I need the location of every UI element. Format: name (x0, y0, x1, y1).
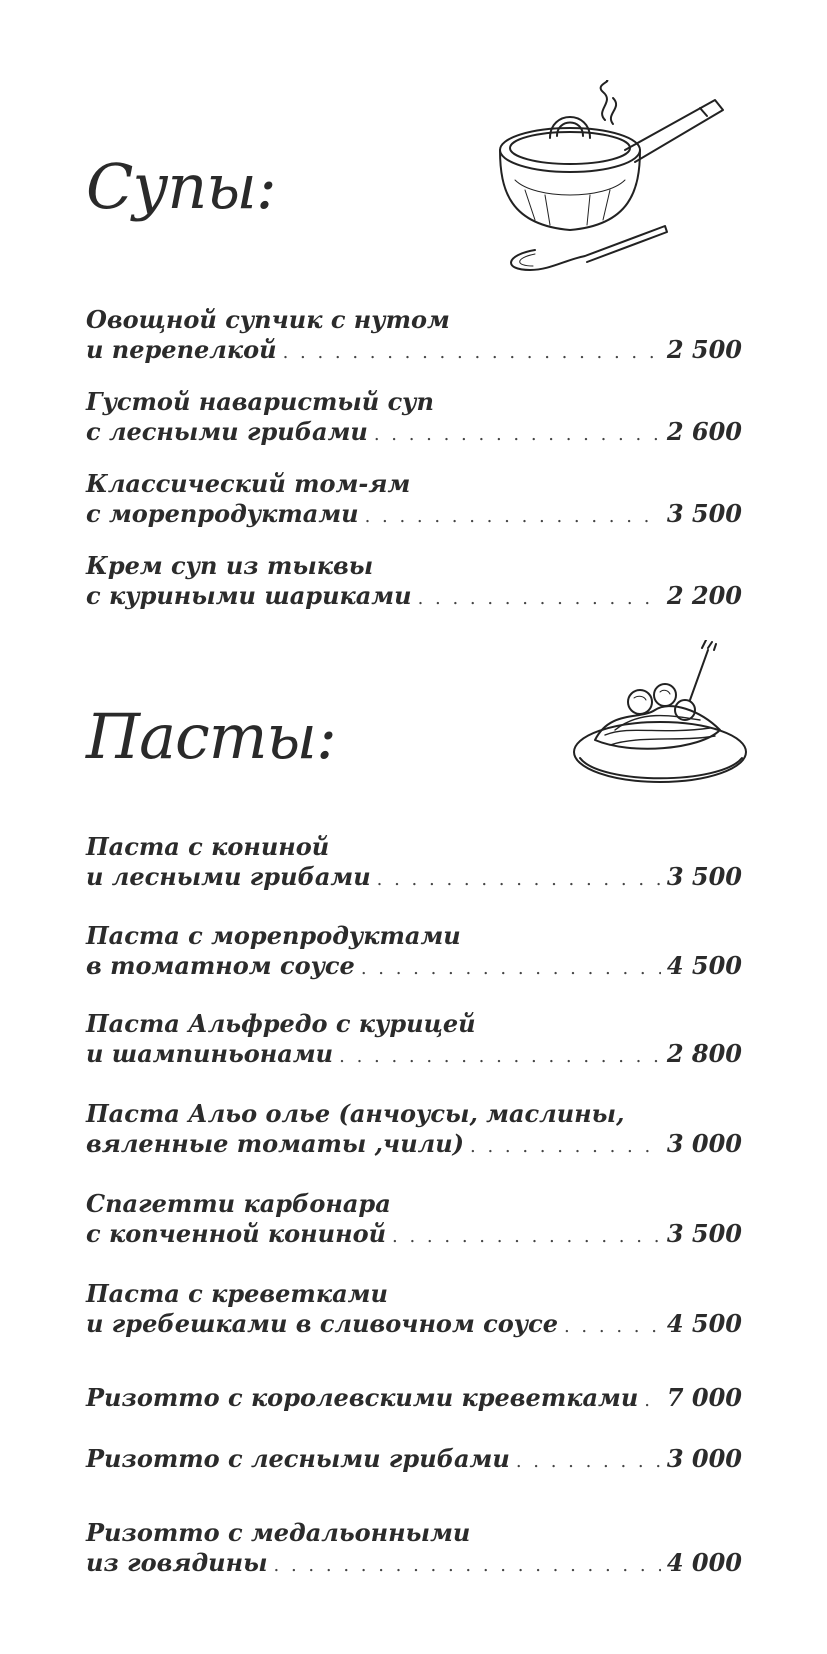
item-price: 2 600 (666, 417, 742, 446)
item-price: 4 500 (666, 1309, 742, 1338)
item-name-line2: и лесными грибами (86, 862, 371, 891)
item-name-line2: с куриными шариками (86, 581, 412, 610)
menu-item (86, 921, 742, 984)
dot-leader (418, 584, 661, 614)
item-name: Ризотто с лесными грибами (86, 1444, 510, 1473)
item-name-line1: Овощной супчик с нутом (86, 305, 450, 334)
item-price: 3 500 (666, 499, 742, 528)
item-name-line2: с лесными грибами (86, 417, 368, 446)
item-name-line1: Паста с кониной (86, 832, 330, 861)
saucepan-with-spoon-icon (495, 80, 735, 280)
item-price: 2 500 (666, 335, 742, 364)
menu-item (86, 387, 742, 450)
item-name-line1: Классический том-ям (86, 469, 411, 498)
item-name-line1: Спагетти карбонара (86, 1189, 391, 1218)
soups-heading: Супы: (86, 150, 276, 223)
item-name-line1: Ризотто с медальонными (86, 1518, 471, 1547)
item-price: 4 000 (666, 1548, 742, 1577)
item-name-line2: вяленные томаты ,чили) (86, 1129, 465, 1158)
pastas-heading: Пасты: (86, 700, 336, 773)
menu-item (86, 1444, 742, 1477)
item-name-line1: Паста Альфредо с курицей (86, 1009, 476, 1038)
menu-item (86, 1383, 742, 1416)
dot-leader (644, 1386, 661, 1416)
menu-item (86, 305, 742, 368)
menu-item (86, 832, 742, 895)
item-price: 3 500 (666, 862, 742, 891)
dot-leader (564, 1312, 661, 1342)
item-name-line1: Паста Альо олье (анчоусы, маслины, (86, 1099, 625, 1128)
menu-item (86, 1189, 742, 1252)
item-name-line1: Крем суп из тыквы (86, 551, 374, 580)
item-name-line1: Густой наваристый суп (86, 387, 434, 416)
menu-item (86, 1099, 742, 1162)
item-price: 2 200 (666, 581, 742, 610)
item-name-line2: в томатном соусе (86, 951, 355, 980)
dot-leader (365, 502, 661, 532)
dot-leader (516, 1447, 661, 1477)
menu-item (86, 1518, 742, 1581)
item-price: 7 000 (666, 1383, 742, 1412)
item-price: 3 000 (666, 1129, 742, 1158)
item-name-line2: из говядины (86, 1548, 268, 1577)
item-name-line2: и перепелкой (86, 335, 277, 364)
menu-item (86, 469, 742, 532)
dot-leader (283, 338, 661, 368)
item-name-line2: и гребешками в сливочном соусе (86, 1309, 558, 1338)
item-name-line2: с копченной кониной (86, 1219, 387, 1248)
dot-leader (470, 1132, 661, 1162)
dot-leader (274, 1551, 661, 1581)
item-name-line1: Паста с морепродуктами (86, 921, 461, 950)
item-name-line2: с морепродуктами (86, 499, 359, 528)
dot-leader (361, 954, 661, 984)
item-price: 4 500 (666, 951, 742, 980)
item-price: 3 000 (666, 1444, 742, 1473)
dot-leader (377, 865, 661, 895)
dot-leader (374, 420, 661, 450)
item-name: Ризотто с королевскими креветками (86, 1383, 639, 1412)
item-name-line2: и шампиньонами (86, 1039, 334, 1068)
menu-item (86, 1279, 742, 1342)
menu-item (86, 1009, 742, 1072)
item-price: 3 500 (666, 1219, 742, 1248)
item-name-line1: Паста с креветками (86, 1279, 388, 1308)
pasta-plate-icon (570, 640, 750, 790)
menu-item (86, 551, 742, 614)
dot-leader (339, 1042, 661, 1072)
dot-leader (392, 1222, 661, 1252)
item-price: 2 800 (666, 1039, 742, 1068)
